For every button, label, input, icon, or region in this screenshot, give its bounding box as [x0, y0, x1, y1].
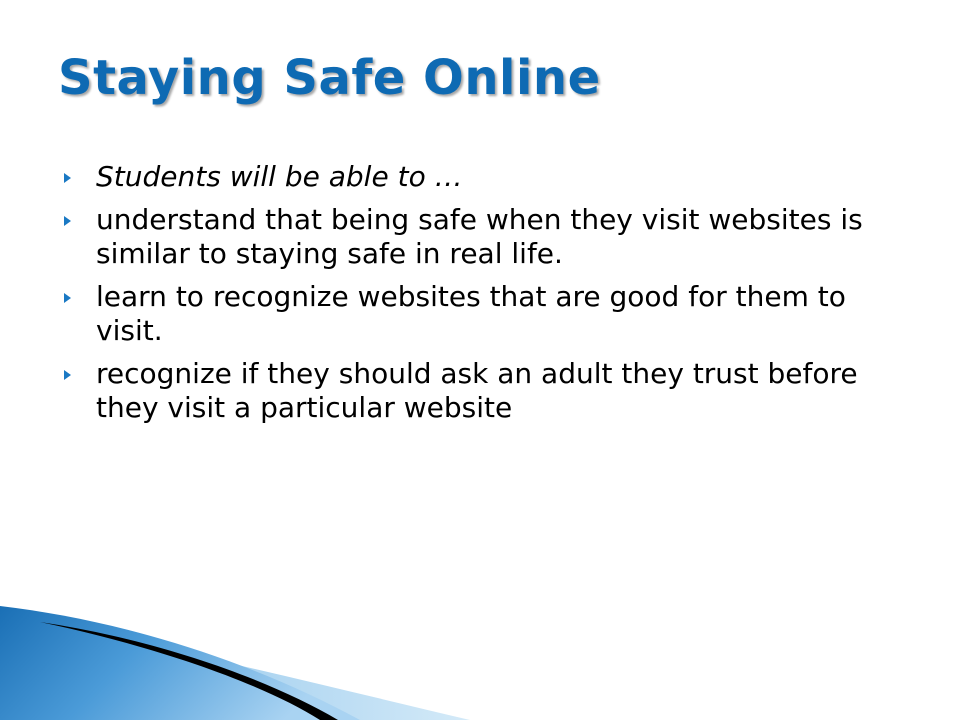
triangle-right-icon [64, 370, 71, 380]
bullet-text: learn to recognize websites that are good for them to visit. [96, 280, 846, 347]
triangle-right-icon [64, 173, 71, 183]
bullet-item [60, 160, 920, 194]
bullet-item [60, 357, 920, 425]
bullet-text: recognize if they should ask an adult they trust before they visit a particular website [96, 357, 858, 424]
triangle-right-icon [64, 293, 71, 303]
triangle-right-icon [64, 216, 71, 226]
bullet-text: understand that being safe when they visit websites is similar to staying safe in real life. [96, 203, 863, 270]
bullet-text: Students will be able to … [96, 160, 463, 193]
bullet-item [60, 203, 920, 271]
bullet-list [60, 160, 920, 434]
slide-title: Staying Safe Online [58, 50, 601, 106]
bullet-item [60, 280, 920, 348]
